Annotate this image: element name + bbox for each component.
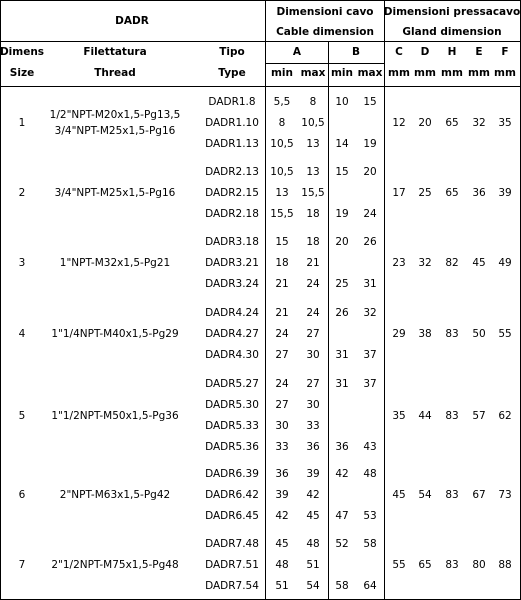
gland-h-cell: 82	[445, 257, 459, 269]
gland-c-cell: 45	[392, 489, 406, 501]
a-min-cell: 21	[275, 278, 289, 290]
header-mm-h: mm	[441, 67, 463, 79]
size-cell: 5	[18, 409, 26, 422]
header-cable-it: Dimensioni cavo	[276, 6, 374, 18]
b-max-cell: 37	[363, 349, 377, 361]
a-min-cell: 42	[275, 510, 289, 522]
header-type: Type	[218, 67, 246, 79]
type-cell: DADR1.10	[205, 117, 259, 129]
thread-cell: 3/4"NPT-M25x1,5-Pg16	[54, 125, 176, 137]
header-b-min: min	[330, 67, 354, 79]
type-cell: DADR5.33	[205, 420, 259, 432]
b-min-cell: 31	[335, 349, 349, 361]
header-filettatura: Filettatura	[83, 46, 147, 58]
type-cell: DADR7.51	[205, 559, 259, 571]
a-min-cell: 15	[275, 236, 289, 248]
b-min-cell: 52	[335, 538, 349, 550]
type-cell: DADR6.39	[205, 468, 259, 480]
b-max-cell: 24	[363, 208, 377, 220]
b-max-cell: 31	[363, 278, 377, 290]
header-gland-en: Gland dimension	[402, 26, 502, 38]
a-min-cell: 36	[275, 468, 289, 480]
a-max-cell: 18	[306, 208, 320, 220]
gland-h-cell: 65	[445, 117, 459, 129]
type-cell: DADR7.48	[205, 538, 259, 550]
gland-f-cell: 55	[498, 328, 512, 340]
a-min-cell: 33	[275, 441, 289, 453]
header-mm-e: mm	[468, 67, 490, 79]
header-col-b: B	[351, 46, 361, 58]
table-border-left	[0, 0, 1, 600]
header-mm-d: mm	[414, 67, 436, 79]
type-cell: DADR2.13	[205, 166, 259, 178]
a-min-cell: 24	[275, 328, 289, 340]
gland-e-cell: 80	[472, 559, 486, 571]
gland-e-cell: 45	[472, 257, 486, 269]
a-max-cell: 48	[306, 538, 320, 550]
type-cell: DADR1.8	[208, 96, 256, 108]
header-gland-it: Dimensioni pressacavo	[383, 6, 521, 18]
gland-f-cell: 39	[498, 187, 512, 199]
gland-h-cell: 83	[445, 559, 459, 571]
b-max-cell: 53	[363, 510, 377, 522]
a-min-cell: 45	[275, 538, 289, 550]
b-max-cell: 58	[363, 538, 377, 550]
header-rule-1	[0, 41, 521, 42]
header-a-max: max	[300, 67, 326, 79]
b-max-cell: 64	[363, 580, 377, 592]
a-max-cell: 42	[306, 489, 320, 501]
thread-cell: 1"NPT-M32x1,5-Pg21	[59, 257, 171, 269]
gland-c-cell: 12	[392, 117, 406, 129]
gland-e-cell: 50	[472, 328, 486, 340]
type-cell: DADR1.13	[205, 138, 259, 150]
header-dimens: Dimens	[0, 46, 45, 58]
a-max-cell: 36	[306, 441, 320, 453]
gland-e-cell: 67	[472, 489, 486, 501]
gland-h-cell: 83	[445, 409, 459, 422]
gland-c-cell: 23	[392, 257, 406, 269]
b-min-cell: 26	[335, 307, 349, 319]
b-max-cell: 20	[363, 166, 377, 178]
a-max-cell: 24	[306, 278, 320, 290]
b-min-cell: 58	[335, 580, 349, 592]
b-min-cell: 15	[335, 166, 349, 178]
a-min-cell: 15,5	[270, 208, 294, 220]
a-min-cell: 24	[275, 378, 289, 390]
b-min-cell: 36	[335, 441, 349, 453]
header-col-h: H	[447, 46, 457, 58]
a-max-cell: 21	[306, 257, 320, 269]
divider-cable-gland	[384, 0, 385, 600]
b-max-cell: 48	[363, 468, 377, 480]
a-min-cell: 27	[275, 349, 289, 361]
a-min-cell: 10,5	[270, 166, 294, 178]
a-min-cell: 39	[275, 489, 289, 501]
a-max-cell: 8	[309, 96, 317, 108]
a-max-cell: 18	[306, 236, 320, 248]
header-dadr: DADR	[115, 15, 149, 27]
gland-d-cell: 20	[418, 117, 432, 129]
a-max-cell: 13	[306, 166, 320, 178]
b-min-cell: 10	[335, 96, 349, 108]
a-min-cell: 18	[275, 257, 289, 269]
type-cell: DADR3.21	[205, 257, 259, 269]
thread-cell: 3/4"NPT-M25x1,5-Pg16	[54, 187, 176, 199]
a-max-cell: 54	[306, 580, 320, 592]
size-cell: 4	[18, 328, 26, 340]
b-max-cell: 19	[363, 138, 377, 150]
a-min-cell: 21	[275, 307, 289, 319]
header-rule-bottom	[0, 86, 521, 87]
thread-cell: 2"1/2NPT-M75x1,5-Pg48	[51, 559, 179, 571]
gland-e-cell: 32	[472, 117, 486, 129]
a-min-cell: 13	[275, 187, 289, 199]
a-max-cell: 39	[306, 468, 320, 480]
thread-cell: 2"NPT-M63x1,5-Pg42	[59, 489, 171, 501]
gland-c-cell: 35	[392, 409, 406, 422]
type-cell: DADR3.18	[205, 236, 259, 248]
gland-f-cell: 62	[498, 409, 512, 422]
divider-a-b	[328, 41, 329, 600]
header-size: Size	[9, 67, 35, 79]
thread-cell: 1"1/2NPT-M50x1,5-Pg36	[51, 409, 179, 422]
b-min-cell: 25	[335, 278, 349, 290]
b-max-cell: 32	[363, 307, 377, 319]
header-col-d: D	[420, 46, 430, 58]
header-thread: Thread	[94, 67, 136, 79]
a-min-cell: 10,5	[270, 138, 294, 150]
gland-d-cell: 32	[418, 257, 432, 269]
size-cell: 7	[18, 559, 26, 571]
type-cell: DADR5.27	[205, 378, 259, 390]
a-max-cell: 30	[306, 349, 320, 361]
a-min-cell: 30	[275, 420, 289, 432]
b-min-cell: 42	[335, 468, 349, 480]
a-max-cell: 24	[306, 307, 320, 319]
gland-c-cell: 29	[392, 328, 406, 340]
b-min-cell: 31	[335, 378, 349, 390]
type-cell: DADR2.18	[205, 208, 259, 220]
a-max-cell: 30	[306, 399, 320, 411]
type-cell: DADR3.24	[205, 278, 259, 290]
type-cell: DADR4.27	[205, 328, 259, 340]
header-mm-c: mm	[388, 67, 410, 79]
header-cable-en: Cable dimension	[276, 26, 374, 38]
gland-h-cell: 65	[445, 187, 459, 199]
gland-f-cell: 88	[498, 559, 512, 571]
gland-d-cell: 44	[418, 409, 432, 422]
type-cell: DADR6.45	[205, 510, 259, 522]
a-max-cell: 13	[306, 138, 320, 150]
b-max-cell: 43	[363, 441, 377, 453]
type-cell: DADR6.42	[205, 489, 259, 501]
gland-e-cell: 57	[472, 409, 486, 422]
header-col-f: F	[501, 46, 509, 58]
gland-e-cell: 36	[472, 187, 486, 199]
header-col-e: E	[475, 46, 483, 58]
thread-cell: 1"1/4NPT-M40x1,5-Pg29	[51, 328, 179, 340]
size-cell: 3	[18, 257, 26, 269]
a-max-cell: 27	[306, 328, 320, 340]
gland-f-cell: 49	[498, 257, 512, 269]
a-min-cell: 48	[275, 559, 289, 571]
header-rule-ab	[265, 63, 384, 64]
gland-d-cell: 25	[418, 187, 432, 199]
a-max-cell: 15,5	[301, 187, 325, 199]
header-tipo: Tipo	[219, 46, 245, 58]
a-max-cell: 51	[306, 559, 320, 571]
gland-d-cell: 54	[418, 489, 432, 501]
b-min-cell: 20	[335, 236, 349, 248]
thread-cell: 1/2"NPT-M20x1,5-Pg13,5	[49, 109, 181, 121]
a-max-cell: 45	[306, 510, 320, 522]
a-max-cell: 33	[306, 420, 320, 432]
a-min-cell: 51	[275, 580, 289, 592]
header-mm-f: mm	[494, 67, 516, 79]
type-cell: DADR7.54	[205, 580, 259, 592]
b-max-cell: 37	[363, 378, 377, 390]
header-a-min: min	[270, 67, 294, 79]
b-min-cell: 19	[335, 208, 349, 220]
divider-type-cable	[265, 0, 266, 600]
size-cell: 2	[18, 187, 26, 199]
gland-f-cell: 73	[498, 489, 512, 501]
header-col-c: C	[395, 46, 403, 58]
gland-f-cell: 35	[498, 117, 512, 129]
type-cell: DADR4.24	[205, 307, 259, 319]
type-cell: DADR5.30	[205, 399, 259, 411]
type-cell: DADR4.30	[205, 349, 259, 361]
b-max-cell: 26	[363, 236, 377, 248]
a-max-cell: 10,5	[301, 117, 325, 129]
b-min-cell: 47	[335, 510, 349, 522]
b-max-cell: 15	[363, 96, 377, 108]
header-col-a: A	[292, 46, 302, 58]
size-cell: 1	[18, 117, 26, 129]
size-cell: 6	[18, 489, 26, 501]
header-b-max: max	[357, 67, 383, 79]
gland-h-cell: 83	[445, 489, 459, 501]
a-max-cell: 27	[306, 378, 320, 390]
type-cell: DADR2.15	[205, 187, 259, 199]
b-min-cell: 14	[335, 138, 349, 150]
gland-c-cell: 55	[392, 559, 406, 571]
gland-h-cell: 83	[445, 328, 459, 340]
gland-d-cell: 65	[418, 559, 432, 571]
a-min-cell: 8	[278, 117, 286, 129]
table-border-top	[0, 0, 521, 1]
gland-d-cell: 38	[418, 328, 432, 340]
type-cell: DADR5.36	[205, 441, 259, 453]
a-min-cell: 27	[275, 399, 289, 411]
a-min-cell: 5,5	[273, 96, 291, 108]
gland-c-cell: 17	[392, 187, 406, 199]
